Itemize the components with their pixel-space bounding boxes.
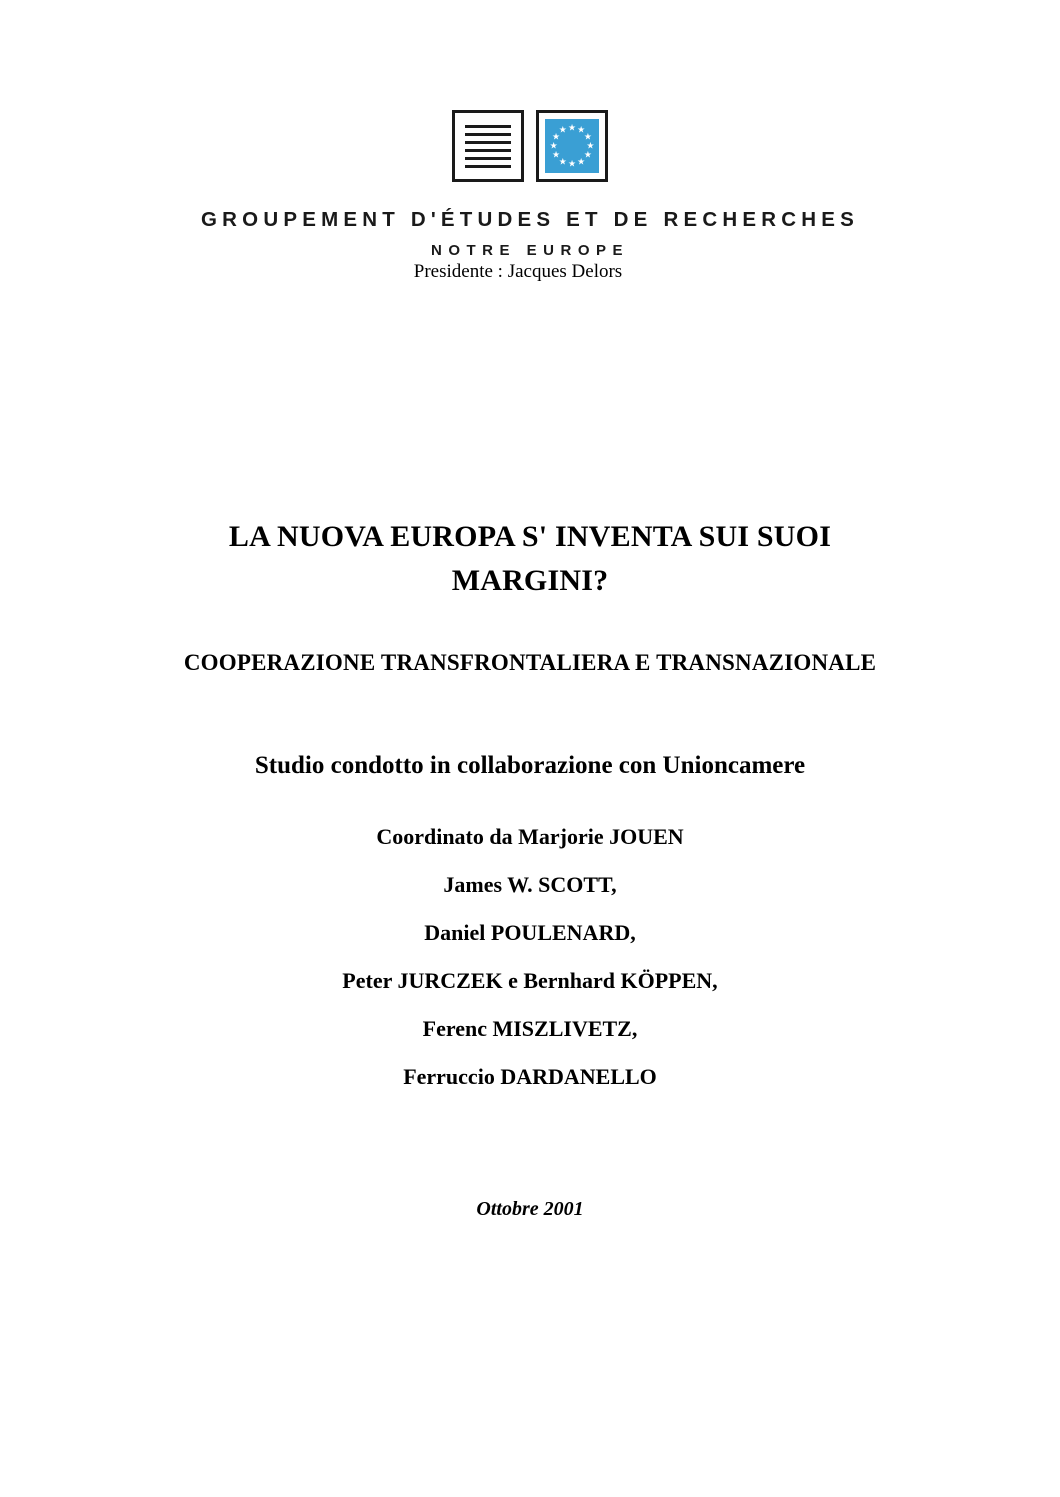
author-line: Daniel POULENARD, [424, 920, 636, 945]
author-line: Ferruccio DARDANELLO [403, 1064, 657, 1089]
date-block [0, 1198, 1060, 1221]
star-icon: ★ [567, 122, 577, 133]
star-icon: ★ [577, 124, 586, 135]
star-icon: ★ [586, 140, 595, 151]
author-line: Peter JURCZEK e Bernhard KÖPPEN, [342, 968, 718, 993]
document-lines-icon [452, 110, 524, 182]
author-line: Ferenc MISZLIVETZ, [422, 1016, 638, 1041]
star-icon: ★ [552, 131, 561, 142]
publication-date: Ottobre 2001 [476, 1198, 584, 1220]
title-block [0, 515, 1060, 676]
credits-block [0, 752, 1060, 1090]
star-icon: ★ [583, 149, 592, 160]
eu-flag-icon [536, 110, 608, 182]
organization-name: GROUPEMENT D'ÉTUDES ET DE RECHERCHES [201, 208, 859, 231]
coordinator-line: Coordinato da Marjorie JOUEN [376, 824, 684, 849]
logo-marks [452, 110, 608, 182]
star-icon: ★ [567, 158, 577, 169]
star-icon: ★ [549, 140, 558, 151]
star-icon: ★ [552, 149, 561, 160]
author-line: James W. SCOTT, [443, 872, 617, 897]
president-line: Presidente : Jacques Delors [413, 261, 623, 282]
header-logo-block [0, 110, 1060, 283]
star-icon: ★ [577, 156, 586, 167]
organization-subtitle: NOTRE EUROPE [430, 242, 629, 259]
star-icon: ★ [583, 131, 592, 142]
star-icon: ★ [558, 156, 567, 167]
collaboration-line: Studio condotto in collaborazione con Unioncamere [254, 752, 806, 779]
star-icon: ★ [558, 124, 567, 135]
page-title: LA NUOVA EUROPA S' INVENTA SUI SUOI MARGINI? [228, 520, 832, 597]
page-subtitle: COOPERAZIONE TRANSFRONTALIERA E TRANSNAZIONALE [183, 650, 877, 675]
